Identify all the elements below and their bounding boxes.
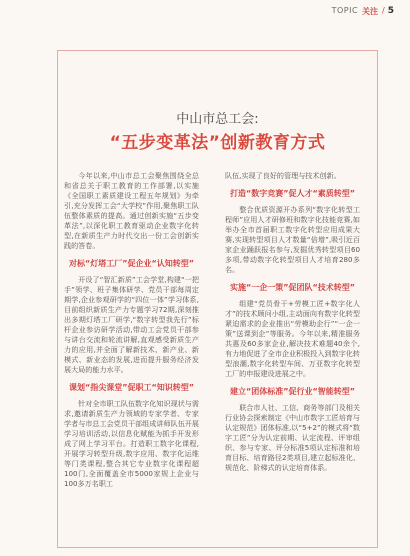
body-paragraph: 针对全市职工队伍数字化知识现状与需求,邀请新质生产力领域的专家学者、专家学者与市总工会党员干部组成讲师队伍开展学习培训活动,以信息化赋能为抓手开发形成了网上学习平台。打造职工数字化课程,开展学习转型升级,数字应用、数字化运维等门类课程,整合其它专业数字化课程超100门,全面覆盖全市5000家规上企业与100多万名职工 xyxy=(64,399,199,488)
body-paragraph: 今年以来,中山市总工会聚焦围绕全总和省总关于职工教育的工作部署,以实施《全国职工素质建设工程五年规划》为牵引,充分发挥工会“大学校”作用,聚焦职工队伍整体素质的提高。通过创新实施“五步变革法”,以深化职工教育驱动企业数字化转型,在新质生产力时代交出一份工会创新实践的答卷。 xyxy=(64,171,199,250)
section-heading: 建立“团体标准”促行业“智能转型” xyxy=(229,387,356,396)
section-heading: 实施“一企一策”促团队“技术转型” xyxy=(229,283,356,292)
section-label: TOPIC xyxy=(331,6,359,15)
article-kicker: 中山市总工会: xyxy=(176,112,259,127)
article-headline: “五步变革法”创新教育方式 xyxy=(109,133,326,153)
section-heading: 打造“数字竞赛”促人才“素质转型” xyxy=(229,189,356,198)
article-frame xyxy=(57,50,378,548)
body-paragraph: 整合优质资源开办系列“数字化转型工程师”应用人才研修班和数字化技能竞赛,如举办全市首届职工数字化转型应用成果大赛,实现转型项目人才数量“倍增”,吸引近百家企业踊跃报名参与,发掘优秀转型项目60多项,带动数字化转型项目人才培育280多名。 xyxy=(225,205,360,274)
article-header xyxy=(58,51,377,171)
section-heading: 对标“灯塔工厂”促企业“认知转型” xyxy=(68,259,195,268)
page-number: 5 xyxy=(387,6,394,16)
right-column xyxy=(225,171,360,475)
body-paragraph: 开设了“智汇新质”工会学堂,构建“一把手”领学、班子集体研学、党员干部每周定期学,企业参观研学的“四位一体”学习体系,目前组织新质生产力专题学习72期,深刻推出多期灯塔工厂研学,“数字转型我先行”标杆企业参访研学活动,带动工会党员干部参与讲台交流和轮流讲解,直观感受新质生产力的应用,并全面了解新技术、新产业、新模式、新业态的发展,进而提升服务经济发展大局的能力水平。 xyxy=(64,275,199,374)
body-paragraph: 联合市人社、工信、商务等部门及相关行业协会探索制定《中山市数字工匠培育与认定规范》团体标准,以“5+2”的模式将“数字工匠”分为认定前期、认定流程、评审组织、参与专家、评分标准5项认定标准和培育目标、培育路径2类项目,建立起标准化、规范化、阶梯式的认定培育体系。 xyxy=(225,403,360,472)
running-header xyxy=(0,0,410,44)
section-heading: 课划“指尖课堂”促职工“知识转型” xyxy=(68,383,195,392)
focus-label: 关注 xyxy=(362,7,379,16)
body-paragraph: 队伍,实现了良好的管理与技术创新。 xyxy=(225,171,341,180)
left-column xyxy=(64,171,199,491)
body-paragraph: 组建“党员骨干+劳模工匠+数字化人才”的技术顾问小组,主动面向有数字化转型紧迫需求的企业推出“劳模助企行”“一企一策”送课到企”等服务。今年以来,精准服务共惠及60多家企业,解决技术难题40余个,有力地促进了全市企业积极投入到数字化转型浪潮,数字化转型车间、万亚数字化转型工厂的申报建设进展之中。 xyxy=(225,299,360,378)
header-divider: / xyxy=(382,6,385,15)
